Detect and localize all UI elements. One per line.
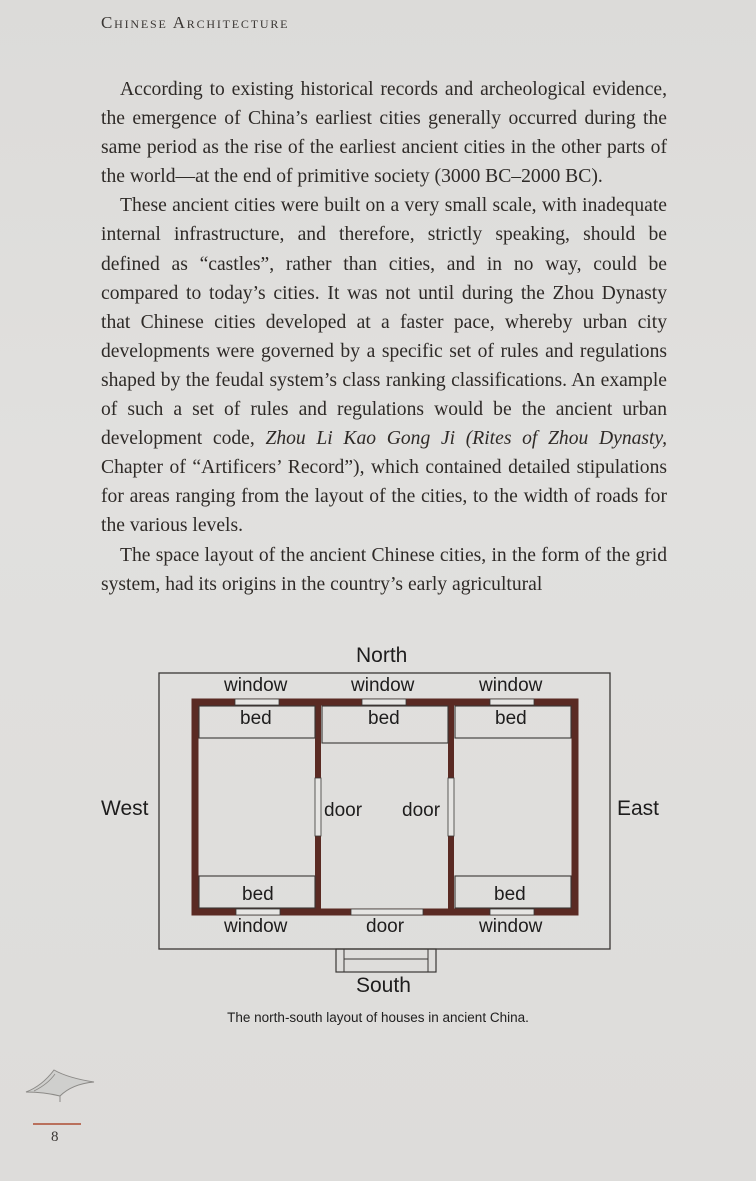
west-label: West xyxy=(101,797,149,820)
house-layout-figure xyxy=(100,640,670,1010)
bed-top-left-label: bed xyxy=(240,708,272,729)
bed-top-right-label: bed xyxy=(495,708,527,729)
door-left-label: door xyxy=(324,800,363,821)
folio-rule xyxy=(33,1123,81,1125)
paragraph-2-tail: Chapter of “Artificers’ Record”), which contained detailed stipulations for areas ranging from the layout of the cities, to the width of roads for the various levels. xyxy=(101,457,667,537)
paragraph-3: The space layout of the ancient Chinese cities, in the form of the grid system, had its origins in the country’s early agricultural xyxy=(101,544,667,595)
window-top-mid-label: window xyxy=(351,675,415,696)
window-bottom-left-label: window xyxy=(224,916,288,937)
running-head: Chinese Architecture xyxy=(101,13,290,32)
south-gate xyxy=(336,949,436,972)
bed-bottom-right-label: bed xyxy=(494,884,526,905)
roof-ornament-icon xyxy=(24,1062,96,1106)
north-label: North xyxy=(356,644,408,667)
south-label: South xyxy=(356,974,411,997)
paragraph-2-italic: Zhou Li Kao Gong Ji (Rites of Zhou Dynasty, xyxy=(265,428,667,450)
page-number: 8 xyxy=(51,1129,59,1145)
house-outer-wall xyxy=(195,702,575,912)
bed-bottom-left-label: bed xyxy=(242,884,274,905)
window-top-right-label: window xyxy=(479,675,543,696)
door-right-label: door xyxy=(402,800,441,821)
beds xyxy=(199,706,571,908)
window-top-left-label: window xyxy=(224,675,288,696)
bed-top-mid-label: bed xyxy=(368,708,400,729)
window-bottom-right-label: window xyxy=(479,916,543,937)
figure-caption: The north-south layout of houses in ancient China. xyxy=(227,1010,529,1025)
paragraph-2 xyxy=(101,191,667,540)
paragraph-1: According to existing historical records and archeological evidence, the emergence of China’s earliest cities generally occurred during the same period as the rise of the earliest ancient cities in the other parts of the world—at the end of primitive society (3000 BC–2000 BC). xyxy=(101,79,667,188)
east-label: East xyxy=(617,797,660,820)
body-text xyxy=(101,75,667,599)
door-bottom-label: door xyxy=(366,916,405,937)
paragraph-2-main: These ancient cities were built on a very small scale, with inadequate internal infrastructure, and therefore, strictly speaking, should be defined as “castles”, rather than cities, and in no way, could be compared to today’s cities. It was not until during the Zhou Dynasty that Chinese cities developed at a faster pace, whereby urban city developments were governed by a specific set of rules and regulations shaped by the feudal system’s class ranking classifications. An example of such a set of rules and regulations would be the ancient urban development code, xyxy=(101,195,667,450)
